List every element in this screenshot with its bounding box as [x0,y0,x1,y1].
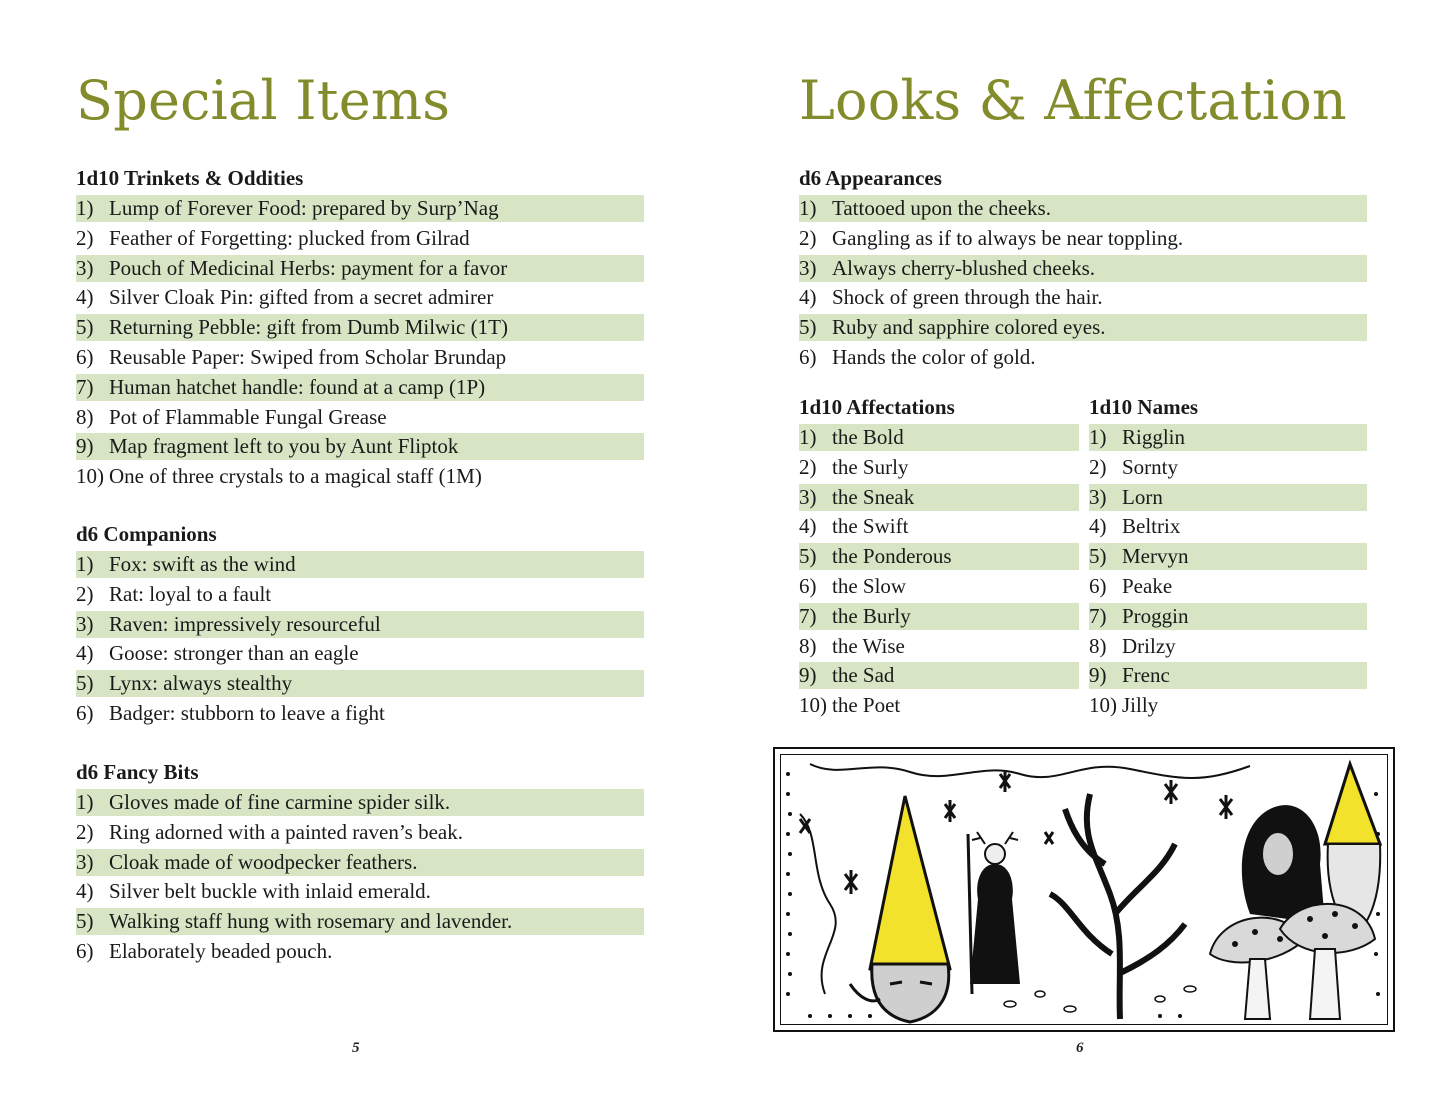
fancy-bits-table [76,758,644,968]
item-text: Beltrix [1122,514,1181,539]
list-item [76,789,644,816]
list-item [799,255,1367,282]
list-item [799,692,1079,719]
item-text: Pot of Flammable Fungal Grease [109,404,387,429]
item-text: Jilly [1122,693,1159,718]
item-number: 3) [76,849,94,874]
item-text: Proggin [1122,603,1189,628]
list-item [1089,484,1367,511]
item-number: 6) [76,938,94,963]
item-number: 9) [76,434,94,459]
item-number: 1) [76,552,94,576]
item-number: 8) [76,404,94,429]
names-table [1089,393,1367,722]
list-item [76,908,644,935]
item-text: the Surly [832,454,909,479]
list-item [1089,603,1367,630]
list-item [1089,573,1367,600]
item-number: 10) [799,693,827,718]
item-text: Rigglin [1122,425,1186,449]
item-number: 5) [799,544,817,569]
item-text: the Burly [832,603,911,628]
item-number: 6) [799,573,817,598]
item-text: Silver Cloak Pin: gifted from a secret admirer [109,285,494,310]
item-number: 3) [799,484,817,509]
item-number: 2) [1089,454,1107,479]
item-number: 4) [76,879,94,904]
list-item [76,551,644,578]
item-text: Lynx: always stealthy [109,671,293,696]
item-text: Reusable Paper: Swiped from Scholar Brundap [109,344,507,369]
list-item [1089,424,1367,451]
item-number: 1) [76,196,94,220]
item-number: 3) [76,255,94,280]
list-item [76,640,644,667]
section-heading: 1d10 Trinkets & Oddities [76,166,304,190]
item-number: 4) [76,285,94,310]
item-text: Always cherry-blushed cheeks. [832,255,1095,280]
list-item [799,543,1079,570]
item-text: Elaborately beaded pouch. [109,938,333,963]
item-text: Cloak made of woodpecker feathers. [109,849,418,874]
item-text: Rat: loyal to a fault [109,581,272,606]
list-item [1089,513,1367,540]
item-number: 7) [76,374,94,399]
list-item [799,573,1079,600]
item-number: 4) [799,514,817,539]
right-page [722,0,1445,1103]
item-number: 4) [76,641,94,666]
list-item [76,670,644,697]
list-item [799,314,1367,341]
item-number: 6) [76,344,94,369]
list-item [76,878,644,905]
list-item [799,454,1079,481]
item-text: the Ponderous [832,544,952,569]
item-text: Feather of Forgetting: plucked from Gilrad [109,225,470,250]
list-item [76,849,644,876]
affectations-table [799,393,1079,722]
list-item [76,314,644,341]
trinkets-table [76,164,644,493]
page-number: 6 [1076,1040,1084,1056]
item-number: 2) [76,819,94,844]
item-number: 10) [76,464,104,489]
list-item [76,463,644,490]
item-number: 2) [799,225,817,250]
item-number: 3) [1089,484,1107,509]
item-text: Walking staff hung with rosemary and lavender. [109,909,513,934]
item-text: Returning Pebble: gift from Dumb Milwic (1T) [109,315,508,340]
item-text: Ring adorned with a painted raven’s beak. [109,819,463,844]
list-item [799,195,1367,222]
item-text: Ruby and sapphire colored eyes. [832,315,1106,340]
item-text: Lorn [1122,484,1163,509]
item-text: the Wise [832,633,905,658]
list-item [799,484,1079,511]
list-item [1089,454,1367,481]
item-number: 5) [76,315,94,340]
item-number: 8) [799,633,817,658]
list-item [799,424,1079,451]
list-item [76,284,644,311]
item-text: the Sad [832,663,895,688]
item-number: 6) [1089,573,1107,598]
item-text: Lump of Forever Food: prepared by Surp’Nag [109,196,499,220]
item-text: Frenc [1122,663,1170,688]
list-item [799,344,1367,371]
illustration [773,747,1395,1032]
list-item [799,225,1367,252]
companions-table [76,520,644,730]
item-number: 1) [76,790,94,814]
item-text: Silver belt buckle with inlaid emerald. [109,879,431,904]
illustration-art [780,754,1388,1025]
list-item [1089,543,1367,570]
item-text: Badger: stubborn to leave a fight [109,700,385,725]
item-text: the Swift [832,514,909,539]
item-text: the Sneak [832,484,915,509]
item-number: 4) [799,285,817,310]
page-number: 5 [352,1040,360,1056]
list-item [76,581,644,608]
item-number: 6) [799,344,817,369]
item-text: Drilzy [1122,633,1176,658]
item-number: 6) [76,700,94,725]
item-number: 10) [1089,693,1117,718]
item-number: 7) [799,603,817,628]
list-item [1089,662,1367,689]
list-item [76,938,644,965]
list-item [76,700,644,727]
section-heading: 1d10 Names [1089,395,1199,419]
list-item [76,255,644,282]
item-number: 9) [799,663,817,688]
item-number: 7) [1089,603,1107,628]
page-title: Looks & Affectation [799,69,1347,132]
item-text: Sornty [1122,454,1179,479]
list-item [1089,692,1367,719]
item-number: 3) [799,255,817,280]
item-number: 2) [76,225,94,250]
list-item [76,225,644,252]
item-text: the Slow [832,573,907,598]
item-text: the Bold [832,425,904,449]
section-heading: d6 Fancy Bits [76,760,199,784]
item-number: 1) [799,425,817,449]
appearances-table [799,164,1367,374]
item-number: 5) [1089,544,1107,569]
item-text: Pouch of Medicinal Herbs: payment for a favor [109,255,508,280]
section-heading: d6 Appearances [799,166,942,190]
section-heading: 1d10 Affectations [799,395,955,419]
item-text: the Poet [832,693,901,718]
left-page [0,0,722,1103]
list-item [799,513,1079,540]
item-number: 5) [799,315,817,340]
list-item [799,633,1079,660]
item-number: 8) [1089,633,1107,658]
list-item [76,819,644,846]
section-heading: d6 Companions [76,522,217,546]
item-text: Peake [1122,573,1173,598]
item-number: 1) [799,196,817,220]
item-text: Gangling as if to always be near toppling. [832,225,1184,250]
item-number: 4) [1089,514,1107,539]
list-item [1089,633,1367,660]
item-text: Human hatchet handle: found at a camp (1P) [109,374,486,399]
item-number: 9) [1089,663,1107,688]
list-item [799,284,1367,311]
list-item [76,433,644,460]
list-item [76,344,644,371]
item-text: Mervyn [1122,544,1189,569]
item-text: Shock of green through the hair. [832,285,1103,310]
list-item [76,195,644,222]
item-number: 2) [799,454,817,479]
list-item [76,374,644,401]
item-number: 5) [76,671,94,696]
item-text: Tattooed upon the cheeks. [832,196,1051,220]
item-text: Raven: impressively resourceful [109,611,381,636]
item-text: One of three crystals to a magical staff (1M) [109,464,482,489]
item-text: Hands the color of gold. [832,344,1036,369]
list-item [799,603,1079,630]
list-item [799,662,1079,689]
item-text: Map fragment left to you by Aunt Fliptok [109,434,459,459]
item-number: 5) [76,909,94,934]
list-item [76,404,644,431]
item-number: 2) [76,581,94,606]
item-text: Gloves made of fine carmine spider silk. [109,790,451,814]
list-item [76,611,644,638]
item-text: Fox: swift as the wind [109,552,296,576]
item-text: Goose: stronger than an eagle [109,641,359,666]
item-number: 3) [76,611,94,636]
item-number: 1) [1089,425,1107,449]
page-title: Special Items [76,69,451,132]
